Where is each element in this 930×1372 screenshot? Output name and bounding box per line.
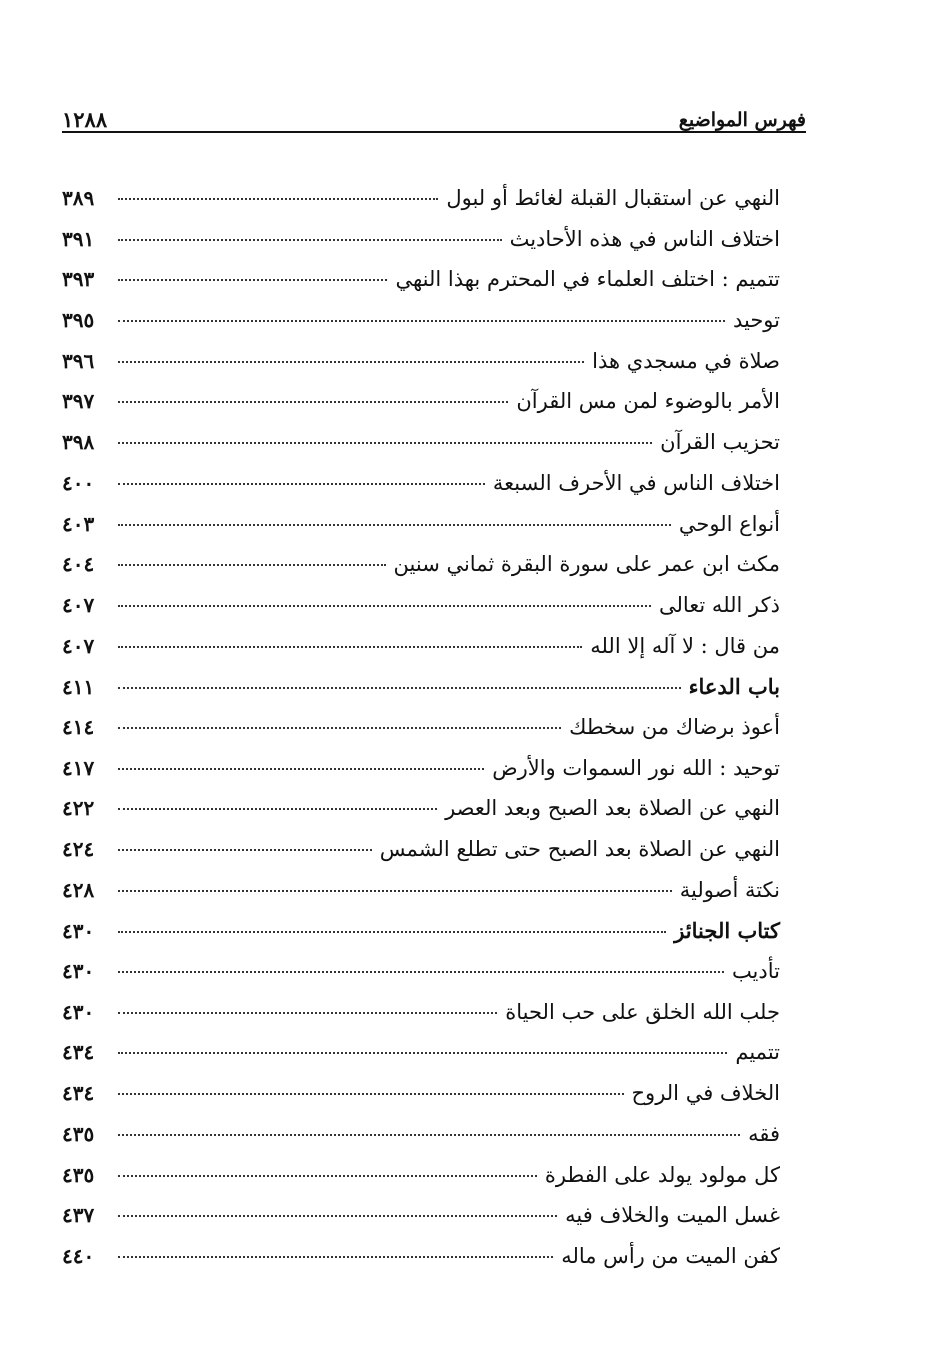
toc-entry [62,512,780,553]
toc-entry-page: ٤٢٨ [62,877,95,902]
toc-entry-title: تحزيب القرآن [660,430,780,455]
toc-entry-title: الأمر بالوضوء لمن مس القرآن [516,389,780,414]
toc-entry-page: ٤١٤ [62,714,95,739]
toc-entry-title: باب الدعاء [688,674,780,700]
toc-entry-title: ذكر الله تعالى [658,592,780,617]
toc-entry [62,756,780,797]
toc-entry-page: ٤٣٧ [62,1203,95,1228]
dot-leader [118,605,651,607]
toc-entry [62,634,780,675]
dot-leader [118,279,387,281]
toc-entry-page: ٤٠٤ [62,552,95,577]
toc-entry-page: ٤٣٤ [62,1081,95,1106]
toc-entry-title: تأديب [731,959,780,984]
dot-leader [118,564,386,566]
toc-entry-title: النهي عن الصلاة بعد الصبح حتى تطلع الشمس [379,837,780,861]
toc-entry [62,593,780,634]
dot-leader [118,1134,740,1136]
toc-entry [62,1081,780,1122]
toc-entry-page: ٣٩٦ [62,348,95,373]
toc-entry [62,715,780,756]
dot-leader [118,1052,727,1054]
header-page-number: ١٢٨٨ [62,107,108,132]
dot-leader [118,931,666,933]
dot-leader [118,198,438,200]
dot-leader [118,687,681,689]
toc-entry-page: ٤٠٣ [62,511,95,536]
dot-leader [118,1012,497,1014]
toc-entry-page: ٤٣٠ [62,959,95,984]
toc-entry [62,878,780,919]
toc-entry-page: ٣٩٥ [62,308,95,333]
table-of-contents [62,186,780,1285]
dot-leader [118,727,561,729]
toc-entry [62,1000,780,1041]
toc-entry [62,308,780,349]
dot-leader [118,1175,537,1177]
toc-entry-title: توحيد [732,308,780,333]
toc-entry [62,430,780,471]
toc-entry [62,1244,780,1285]
toc-entry [62,1203,780,1244]
toc-entry-title: تتميم [735,1040,780,1065]
dot-leader [118,768,484,770]
toc-entry-title: توحيد : الله نور السموات والأرض [492,755,780,780]
toc-entry [62,959,780,1000]
dot-leader [118,890,672,892]
toc-entry [62,796,780,837]
toc-entry-page: ٣٩٧ [62,389,95,414]
toc-entry-page: ٣٨٩ [62,186,95,210]
dot-leader [118,401,508,403]
toc-entry-title: صلاة في مسجدي هذا [592,348,780,373]
toc-entry-page: ٤١١ [62,675,95,700]
dot-leader [118,646,582,648]
dot-leader [118,524,671,526]
toc-entry-title: غسل الميت والخلاف فيه [565,1203,780,1228]
toc-entry [62,389,780,430]
header-rule [62,131,806,133]
toc-entry-title: النهي عن استقبال القبلة لغائط أو لبول [446,186,780,210]
toc-entry [62,227,780,268]
dot-leader [118,1093,624,1095]
toc-entry-title: كتاب الجنائز [674,918,780,944]
dot-leader [118,239,502,241]
toc-entry-page: ٣٩٨ [62,430,95,455]
toc-entry [62,1122,780,1163]
toc-entry-page: ٣٩٣ [62,267,95,292]
toc-entry-title: من قال : لا آله إلا الله [590,633,780,658]
dot-leader [118,849,372,851]
toc-entry-page: ٤١٧ [62,755,95,780]
toc-entry-title: كل مولود يولد على الفطرة [544,1162,780,1187]
toc-entry-page: ٤٠٧ [62,633,95,658]
toc-entry [62,1163,780,1204]
toc-entry [62,471,780,512]
toc-entry [62,267,780,308]
toc-entry [62,837,780,878]
toc-entry-title: كفن الميت من رأس ماله [561,1243,780,1268]
toc-entry-page: ٤٢٢ [62,796,95,821]
toc-entry-page: ٤٣٤ [62,1040,95,1065]
toc-entry-page: ٤٣٠ [62,919,95,944]
toc-entry-page: ٤٣٥ [62,1121,95,1146]
toc-entry-page: ٤٣٠ [62,999,95,1024]
dot-leader [118,361,584,363]
toc-entry [62,552,780,593]
dot-leader [118,483,485,485]
toc-entry-title: أنواع الوحي [678,511,780,536]
toc-entry-title: اختلاف الناس في الأحرف السبعة [492,470,780,495]
toc-entry-page: ٤٣٥ [62,1162,95,1187]
toc-entry-title: اختلاف الناس في هذه الأحاديث [509,226,780,251]
toc-entry [62,918,780,959]
toc-entry-page: ٣٩١ [62,226,95,251]
toc-entry-title: فقه [748,1121,780,1146]
toc-entry-title: نكتة أصولية [679,877,780,902]
toc-entry-title: أعوذ برضاك من سخطك [569,714,780,739]
running-header [62,94,806,130]
toc-entry-title: جلب الله الخلق على حب الحياة [505,999,780,1024]
toc-entry-title: مكث ابن عمر على سورة البقرة ثماني سنين [393,552,780,577]
toc-entry-title: الخلاف في الروح [631,1081,780,1106]
toc-entry [62,674,780,715]
toc-entry [62,349,780,390]
toc-entry [62,1040,780,1081]
toc-entry [62,186,780,227]
toc-entry-page: ٤٠٧ [62,592,95,617]
dot-leader [118,1256,553,1258]
dot-leader [118,808,437,810]
dot-leader [118,1215,557,1217]
dot-leader [118,442,652,444]
header-title: فهرس المواضيع [678,109,806,131]
dot-leader [118,320,725,322]
toc-entry-title: تتميم : اختلف العلماء في المحترم بهذا النهي [395,267,780,292]
toc-entry-page: ٤٤٠ [62,1243,95,1268]
dot-leader [118,971,724,973]
toc-entry-title: النهي عن الصلاة بعد الصبح وبعد العصر [445,796,780,821]
toc-entry-page: ٤٠٠ [62,470,95,495]
toc-entry-page: ٤٢٤ [62,837,95,861]
